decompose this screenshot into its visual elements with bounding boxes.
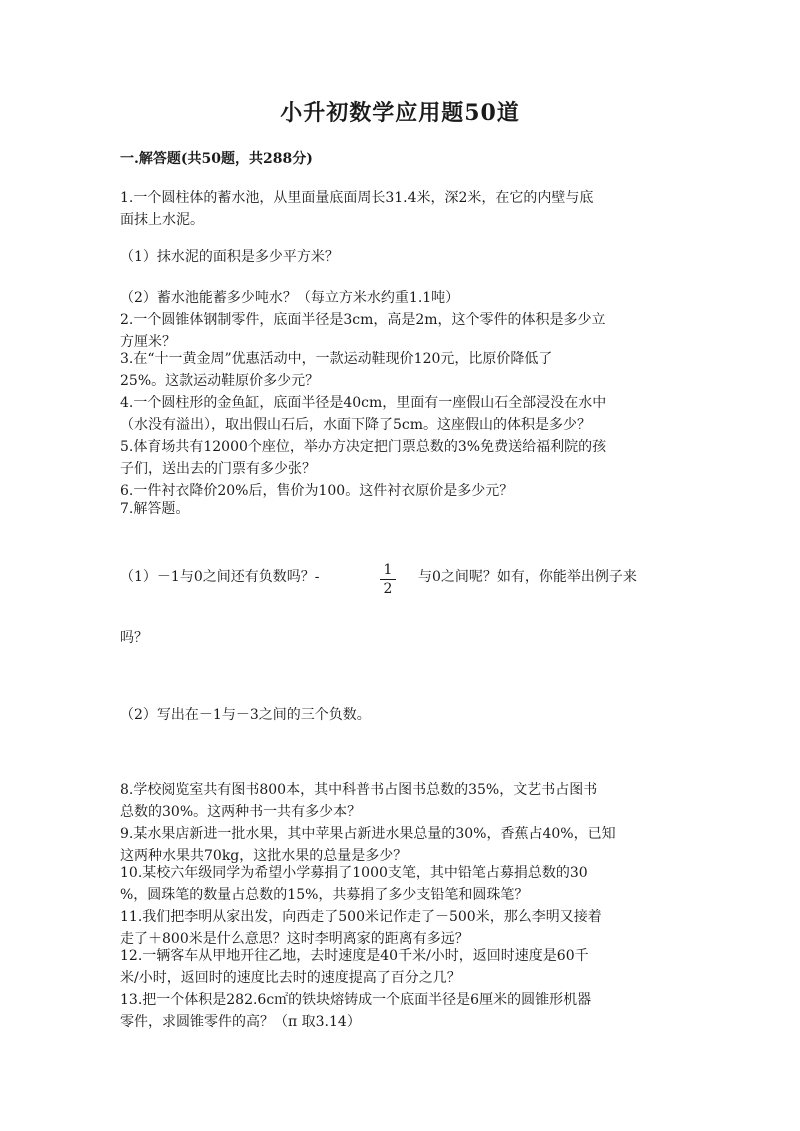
fraction-denominator: 2 xyxy=(383,581,393,597)
q1-sub2: （2）蓄水池能蓄多少吨水？（每立方米水约重1.1吨） xyxy=(120,290,460,306)
page-title: 小升初数学应用题50道 xyxy=(280,100,520,126)
q7-sub1-after: 与0之间呢？如有，你能举出例子来 xyxy=(418,569,637,585)
q3-line1: 3.在“十一黄金周”优惠活动中，一款运动鞋现价120元，比原价降低了 xyxy=(120,351,553,367)
q7-sub1-before: （1）－1与0之间还有负数吗？- xyxy=(120,569,320,585)
q1-line1: 1.一个圆柱体的蓄水池，从里面量底面周长31.4米，深2米，在它的内壁与底 xyxy=(120,190,594,206)
q5-line1: 5.体育场共有12000个座位，举办方决定把门票总数的3%免费送给福利院的孩 xyxy=(120,439,607,455)
q7-sub2: （2）写出在－1与－3之间的三个负数。 xyxy=(120,707,371,723)
q2-line1: 2.一个圆锥体钢制零件，底面半径是3cm，高是2m，这个零件的体积是多少立 xyxy=(120,312,606,328)
q4-line2: （水没有溢出），取出假山石后，水面下降了5cm。这座假山的体积是多少？ xyxy=(120,417,592,433)
fraction-numerator: 1 xyxy=(383,562,393,578)
q13-line1: 13.把一个体积是282.6c㎡的铁块熔铸成一个底面半径是6厘米的圆锥形机器 xyxy=(120,992,592,1008)
q9-line2: 这两种水果共70kg，这批水果的总量是多少？ xyxy=(120,848,408,864)
q11-line1: 11.我们把李明从家出发，向西走了500米记作走了－500米，那么李明又接着 xyxy=(120,909,602,925)
q5-line2: 子们，送出去的门票有多少张？ xyxy=(120,461,316,477)
q4-line1: 4.一个圆柱形的金鱼缸，底面半径是40cm，里面有一座假山石全部浸没在水中 xyxy=(120,395,607,411)
q3-line2: 25%。这款运动鞋原价多少元？ xyxy=(120,373,320,389)
q10-line2: %，圆珠笔的数量占总数的15%，共募捐了多少支铅笔和圆珠笔？ xyxy=(120,887,529,903)
q10-line1: 10.某校六年级同学为希望小学募捐了1000支笔，其中铅笔占募捐总数的30 xyxy=(120,865,588,881)
q7-line1: 7.解答题。 xyxy=(120,501,190,517)
q9-line1: 9.某水果店新进一批水果，其中苹果占新进水果总量的30%，香蕉占40%，已知 xyxy=(120,826,616,842)
q12-line1: 12.一辆客车从甲地开往乙地，去时速度是40千米/小时，返回时速度是60千 xyxy=(120,948,589,964)
q1-line2: 面抹上水泥。 xyxy=(120,212,204,228)
q12-line2: 米/小时，返回时的速度比去时的速度提高了百分之几？ xyxy=(120,970,461,986)
q13-line2: 零件，求圆锥零件的高？（π 取3.14） xyxy=(120,1014,361,1030)
section-heading: 一.解答题(共50题，共288分) xyxy=(120,151,313,167)
q1-sub1: （1）抹水泥的面积是多少平方米？ xyxy=(120,249,339,265)
fraction-bar xyxy=(380,579,396,580)
q8-line2: 总数的30%。这两种书一共有多少本？ xyxy=(120,804,362,820)
fraction-one-half xyxy=(378,562,398,597)
q11-line2: 走了＋800米是什么意思？这时李明离家的距离有多远？ xyxy=(120,931,469,947)
q8-line1: 8.学校阅览室共有图书800本，其中科普书占图书总数的35%，文艺书占图书 xyxy=(120,782,598,798)
q7-sub1-tail: 吗？ xyxy=(120,630,148,646)
q2-line2: 方厘米？ xyxy=(120,334,176,350)
q6-line1: 6.一件衬衣降价20%后，售价为100。这件衬衣原价是多少元？ xyxy=(120,483,514,499)
